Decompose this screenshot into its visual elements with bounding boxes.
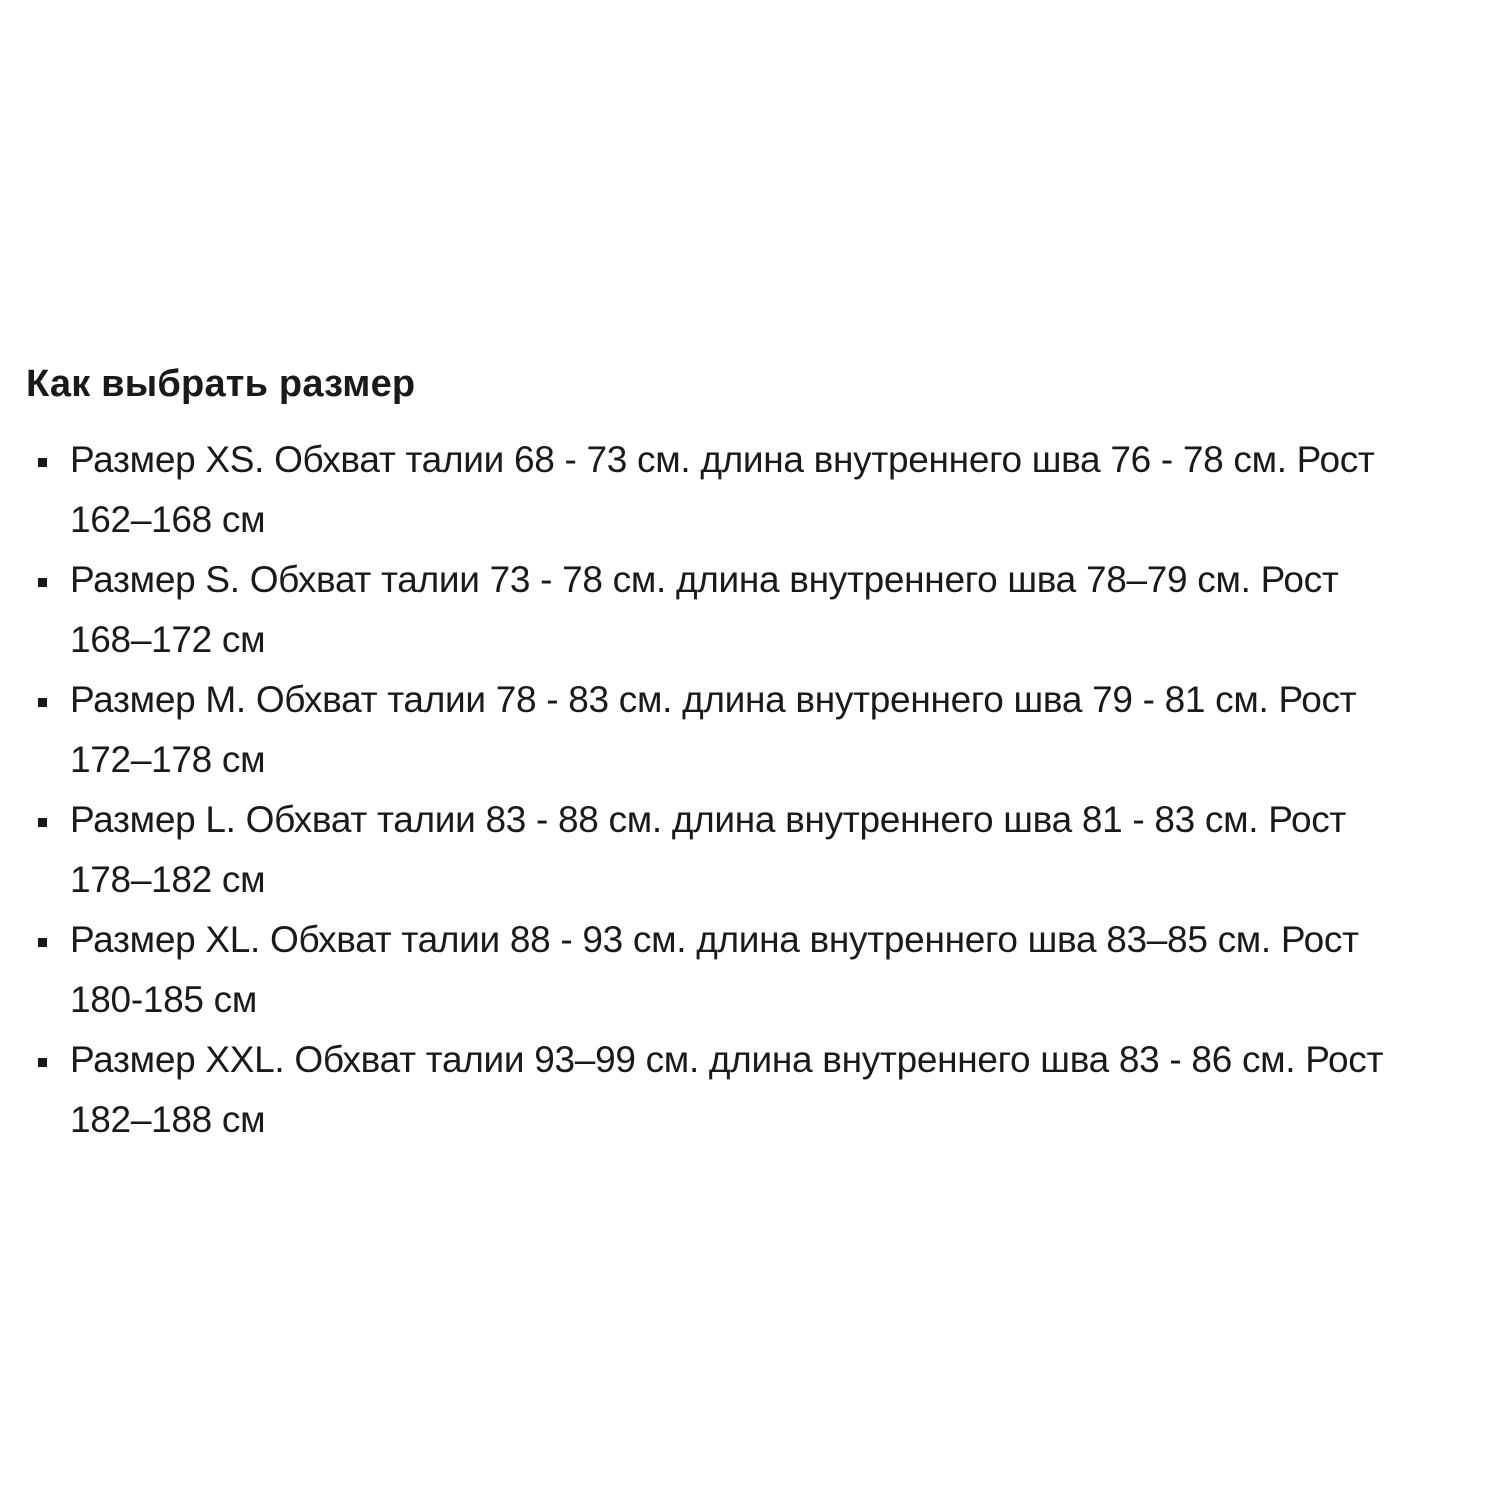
bullet-icon: [38, 458, 47, 467]
size-item-line2: 180-185 см: [70, 979, 258, 1020]
bullet-icon: [38, 818, 47, 827]
size-list: [26, 430, 1476, 1150]
size-guide: [26, 352, 1476, 1150]
size-item-line1: Размер M. Обхват талии 78 - 83 см. длина внутреннего шва 79 - 81 см. Рост: [70, 679, 1357, 720]
bullet-icon: [38, 1058, 47, 1067]
size-item-line1: Размер L. Обхват талии 83 - 88 см. длина внутреннего шва 81 - 83 см. Рост: [70, 799, 1347, 840]
size-item-l: [26, 790, 1476, 910]
size-item-xl: [26, 910, 1476, 1030]
size-guide-title: Как выбрать размер: [26, 363, 416, 405]
size-item-line1: Размер XXL. Обхват талии 93–99 см. длина внутреннего шва 83 - 86 см. Рост: [70, 1039, 1384, 1080]
size-item-line1: Размер S. Обхват талии 73 - 78 см. длина внутреннего шва 78–79 см. Рост: [70, 559, 1339, 600]
size-item-m: [26, 670, 1476, 790]
bullet-icon: [38, 938, 47, 947]
bullet-icon: [38, 578, 47, 587]
size-item-line1: Размер XL. Обхват талии 88 - 93 см. длина внутреннего шва 83–85 см. Рост: [70, 919, 1359, 960]
size-item-s: [26, 550, 1476, 670]
size-item-line2: 182–188 см: [70, 1099, 266, 1140]
size-item-line2: 168–172 см: [70, 619, 266, 660]
size-item-line2: 172–178 см: [70, 739, 266, 780]
size-item-line2: 178–182 см: [70, 859, 266, 900]
size-item-line2: 162–168 см: [70, 499, 266, 540]
size-item-line1: Размер XS. Обхват талии 68 - 73 см. длина внутреннего шва 76 - 78 см. Рост: [70, 439, 1375, 480]
size-item-xs: [26, 430, 1476, 550]
size-item-xxl: [26, 1030, 1476, 1150]
bullet-icon: [38, 698, 47, 707]
